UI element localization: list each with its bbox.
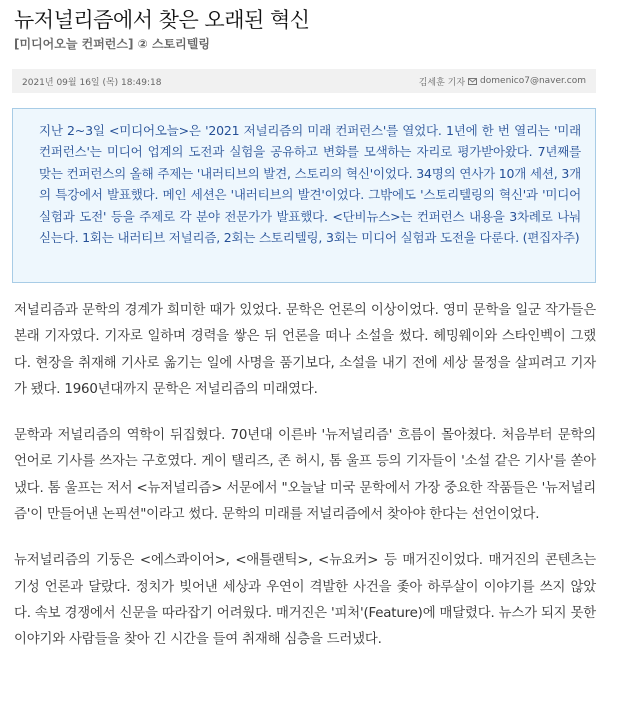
author-name: 김세훈 기자 <box>418 77 466 88</box>
author-email[interactable]: domenico7@naver.com <box>480 76 586 86</box>
editor-note-text: 지난 2~3일 <미디어오늘>은 '2021 저널리즘의 미래 컨퍼런스'를 열었다. 1년에 한 번 열리는 '미래 컨퍼런스'는 미디어 업계의 도전과 실험을 공유하고 변화를 모색하는 자리로 평가받아왔다. 7년째를 맞는 컨퍼런스의 올해 주제는 '내러티브의 발견, 스토리의 혁신'이었다. 34명의 연사가 10개 세션, 3개의 특강에서 발표했다. 메인 세션은 '내러티브의 발견'이었다. 그밖에도 '스토리텔링의 혁신'과 '미디어 실험과 도전' 등을 주제로 각 분야 전문가가 발표했다. <단비뉴스>는 컨퍼런스 내용을 3차례로 나눠 싣는다. 1회는 내러티브 저널리즘, 2회는 스토리텔링, 3회는 미디어 실험과 도전을 다룬다. (편집자주) <box>39 123 581 246</box>
editor-note-box <box>12 108 596 283</box>
body-paragraph: 뉴저널리즘의 기둥은 <에스콰이어>, <애틀랜틱>, <뉴요커> 등 매거진이었다. 매거진의 콘텐츠는 기성 언론과 달랐다. 정치가 빚어낸 세상과 우연이 격발한 사건을 좇아 하루살이 이야기를 쓰지 않았다. 속보 경쟁에서 신문을 따라잡기 어려웠다. 매거진은 '피처'(Feature)에 매달렸다. 뉴스가 되지 못한 이야기와 사람들을 찾아 긴 시간을 들여 취재해 심층을 드러냈다. <box>14 553 596 648</box>
article-title: 뉴저널리즘에서 찾은 오래된 혁신 <box>14 8 310 32</box>
body-paragraph: 문학과 저널리즘의 역학이 뒤집혔다. 70년대 이른바 '뉴저널리즘' 흐름이 몰아쳤다. 처음부터 문학의 언어로 기사를 쓰자는 구호였다. 게이 탤리즈, 존 허시, 톰 울프 등의 기자들이 '소설 같은 기사'를 쏟아냈다. 톰 울프는 저서 <뉴저널리즘> 서문에서 "오늘날 미국 문학에서 가장 중요한 작품들은 '뉴저널리즘'이 만들어낸 논픽션"이라고 썼다. 문학의 미래를 저널리즘에서 찾아야 한다는 선언이었다. <box>14 428 596 523</box>
article-meta-bar <box>12 69 596 93</box>
mail-icon <box>468 78 477 85</box>
article-subtitle: [미디어오늘 컨퍼런스] ② 스토리텔링 <box>14 37 210 51</box>
article-body <box>14 298 596 674</box>
body-paragraph: 저널리즘과 문학의 경계가 희미한 때가 있었다. 문학은 언론의 이상이었다. 영미 문학을 일군 작가들은 본래 기자였다. 기자로 일하며 경력을 쌓은 뒤 언론을 떠나 소설을 썼다. 헤밍웨이와 스타인벡이 그랬다. 현장을 취재해 기사로 옮기는 일에 사명을 품기보다, 소설을 내기 전에 세상 물정을 살피려고 기자가 됐다. 1960년대까지 문학은 저널리즘의 미래였다. <box>14 303 596 397</box>
byline <box>419 75 586 88</box>
article-date: 2021년 09월 16일 (목) 18:49:18 <box>22 77 162 88</box>
